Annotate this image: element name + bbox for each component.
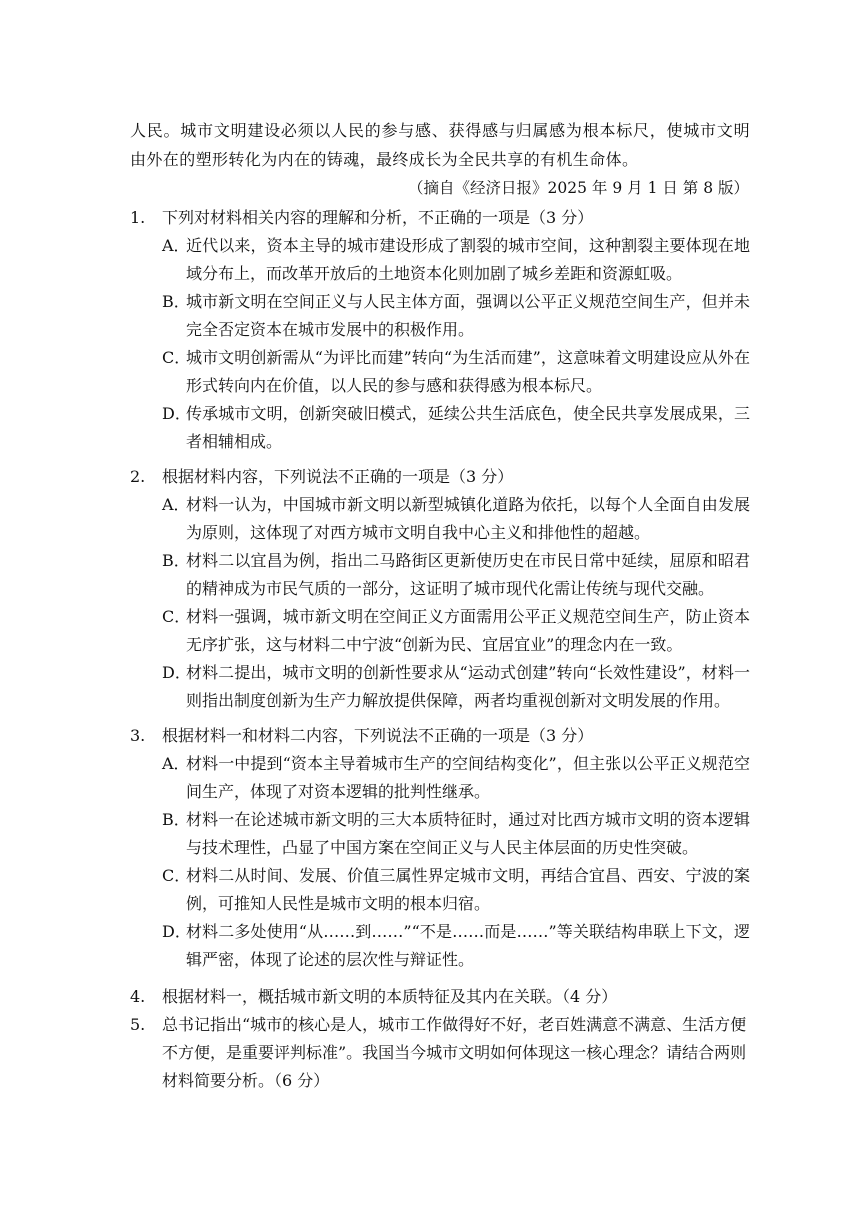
option-text: 城市文明创新需从“为评比而建”转向“为生活而建”，这意味着文明建设应从外在形式转向内在价值，以人民的参与感和获得感为根本标尺。: [186, 348, 750, 395]
option-a: [130, 491, 750, 547]
option-letter: C．: [162, 866, 191, 885]
option-text: 材料一在论述城市新文明的三大本质特征时，通过对比西方城市文明的资本逻辑与技术理性，凸显了中国方案在空间正义与人民主体层面的历史性突破。: [186, 810, 750, 857]
option-d: [130, 918, 750, 974]
option-c: [130, 603, 750, 659]
option-letter: C．: [162, 348, 191, 367]
option-a: [130, 750, 750, 806]
option-c: [130, 862, 750, 918]
option-text: 材料二从时间、发展、价值三属性界定城市文明，再结合宜昌、西安、宁波的案例，可推知人民性是城市文明的根本归宿。: [186, 866, 750, 913]
question-stem: 根据材料内容，下列说法不正确的一项是（3 分）: [162, 467, 514, 486]
question-4: [130, 983, 750, 1011]
question-number: 2.: [130, 467, 146, 486]
option-text: 材料一认为，中国城市新文明以新型城镇化道路为依托，以每个人全面自由发展为原则，这体现了对西方城市文明自我中心主义和排他性的超越。: [186, 495, 750, 542]
question-number: 4.: [130, 987, 146, 1006]
option-text: 材料一中提到“资本主导着城市生产的空间结构变化”，但主张以公平正义规范空间生产，体现了对资本逻辑的批判性继承。: [186, 754, 750, 801]
question-5: [130, 1011, 750, 1095]
question-header: [130, 463, 750, 491]
option-b: [130, 806, 750, 862]
option-letter: B．: [162, 292, 190, 311]
option-letter: A．: [162, 495, 190, 514]
option-d: [130, 400, 750, 456]
option-c: [130, 344, 750, 400]
option-text: 材料二以宜昌为例，指出二马路街区更新使历史在市民日常中延续，屈原和昭君的精神成为市民气质的一部分，这证明了城市现代化需让传统与现代交融。: [186, 551, 750, 598]
question-number: 3.: [130, 726, 146, 745]
option-letter: D．: [162, 404, 191, 423]
option-letter: C．: [162, 607, 191, 626]
option-text: 城市新文明在空间正义与人民主体方面，强调以公平正义规范空间生产，但并未完全否定资本在城市发展中的积极作用。: [186, 292, 750, 339]
option-letter: A．: [162, 236, 190, 255]
question-header: [130, 983, 750, 1011]
question-header: [130, 1011, 750, 1095]
question-3: [130, 722, 750, 974]
option-text: 传承城市文明，创新突破旧模式，延续公共生活底色，使全民共享发展成果，三者相辅相成。: [186, 404, 750, 451]
question-stem: 下列对材料相关内容的理解和分析，不正确的一项是（3 分）: [162, 208, 594, 227]
option-b: [130, 547, 750, 603]
question-number: 1.: [130, 208, 146, 227]
option-letter: B．: [162, 551, 190, 570]
question-1: [130, 204, 750, 456]
option-text: 材料二提出，城市文明的创新性要求从“运动式创建”转向“长效性建设”，材料一则指出制度创新为生产力解放提供保障，两者均重视创新对文明发展的作用。: [186, 663, 750, 710]
option-a: [130, 232, 750, 288]
question-number: 5.: [130, 1015, 146, 1034]
option-text: 近代以来，资本主导的城市建设形成了割裂的城市空间，这种割裂主要体现在地域分布上，而改革开放后的土地资本化则加剧了城乡差距和资源虹吸。: [186, 236, 750, 283]
option-letter: A．: [162, 754, 190, 773]
intro-paragraph: 人民。城市文明建设必须以人民的参与感、获得感与归属感为根本标尺，使城市文明由外在的塑形转化为内在的铸魂，最终成长为全民共享的有机生命体。: [130, 121, 750, 169]
option-letter: D．: [162, 922, 191, 941]
question-header: [130, 722, 750, 750]
option-d: [130, 659, 750, 715]
option-letter: B．: [162, 810, 190, 829]
question-stem: 总书记指出“城市的核心是人，城市工作做得好不好，老百姓满意不满意、生活方便不方便，是重要评判标准”。我国当今城市文明如何体现这一核心理念？请结合两则材料简要分析。（6 分）: [162, 1015, 747, 1090]
option-letter: D．: [162, 663, 191, 682]
question-stem: 根据材料一，概括城市新文明的本质特征及其内在关联。（4 分）: [162, 987, 618, 1006]
question-header: [130, 204, 750, 232]
question-stem: 根据材料一和材料二内容，下列说法不正确的一项是（3 分）: [162, 726, 594, 745]
option-text: 材料一强调，城市新文明在空间正义方面需用公平正义规范空间生产，防止资本无序扩张，这与材料二中宁波“创新为民、宜居宜业”的理念内在一致。: [186, 607, 750, 654]
option-b: [130, 288, 750, 344]
option-text: 材料二多处使用“从……到……”“不是……而是……”等关联结构串联上下文，逻辑严密，体现了论述的层次性与辩证性。: [186, 922, 750, 969]
question-2: [130, 463, 750, 715]
source-citation: （摘自《经济日报》2025 年 9 月 1 日 第 8 版）: [408, 179, 749, 197]
